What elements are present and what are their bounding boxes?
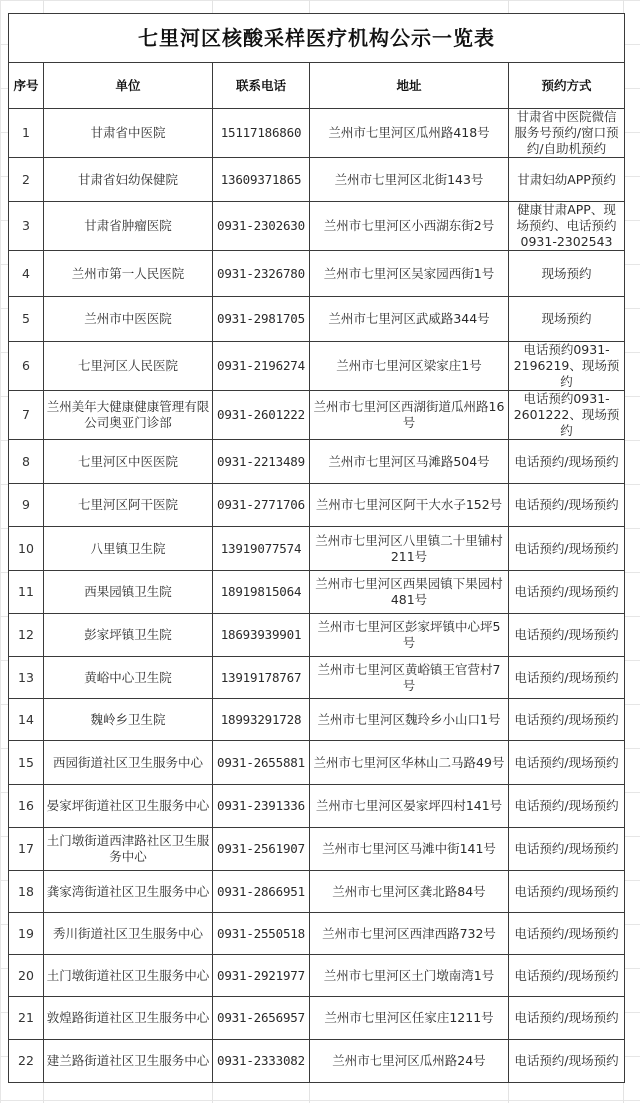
- row-phone-cell: 0931-2601222: [213, 391, 310, 440]
- row-phone-cell: 18693939901: [213, 614, 310, 657]
- row-seq-cell: 21: [9, 997, 44, 1040]
- table-row: [9, 109, 625, 158]
- row-seq-cell: 10: [9, 527, 44, 571]
- row-phone-cell: 0931-2866951: [213, 871, 310, 913]
- row-seq-cell: 3: [9, 202, 44, 251]
- row-booking-method-cell: 电话预约/现场预约: [509, 614, 625, 657]
- row-booking-method-cell: 电话预约/现场预约: [509, 913, 625, 955]
- row-seq-cell: 13: [9, 657, 44, 699]
- row-phone-cell: 0931-2655881: [213, 741, 310, 785]
- table-row: [9, 955, 625, 997]
- row-unit-cell: 西园街道社区卫生服务中心: [44, 741, 213, 785]
- row-booking-method-cell: 电话预约/现场预约: [509, 440, 625, 484]
- table-row: [9, 440, 625, 484]
- row-phone-cell: 0931-2561907: [213, 828, 310, 871]
- row-seq-cell: 1: [9, 109, 44, 158]
- row-unit-cell: 兰州市第一人民医院: [44, 251, 213, 297]
- row-seq-cell: 11: [9, 571, 44, 614]
- header-seq: 序号: [9, 63, 44, 109]
- table-row: [9, 391, 625, 440]
- row-address-cell: 兰州市七里河区吴家园西街1号: [310, 251, 509, 297]
- row-phone-cell: 0931-2391336: [213, 785, 310, 828]
- row-booking-method-cell: 现场预约: [509, 251, 625, 297]
- row-booking-method-cell: 电话预约0931-2196219、现场预约: [509, 342, 625, 391]
- row-booking-method-cell: 电话预约/现场预约: [509, 484, 625, 527]
- header-unit: 单位: [44, 63, 213, 109]
- table-row: [9, 871, 625, 913]
- table-row: [9, 741, 625, 785]
- row-booking-method-cell: 电话预约/现场预约: [509, 571, 625, 614]
- row-phone-cell: 0931-2302630: [213, 202, 310, 251]
- row-seq-cell: 6: [9, 342, 44, 391]
- row-unit-cell: 七里河区中医医院: [44, 440, 213, 484]
- row-seq-cell: 14: [9, 699, 44, 741]
- sampling-institutions-table: [8, 13, 625, 1083]
- row-booking-method-cell: 电话预约/现场预约: [509, 955, 625, 997]
- table-row: [9, 785, 625, 828]
- row-booking-method-cell: 电话预约/现场预约: [509, 785, 625, 828]
- row-seq-cell: 16: [9, 785, 44, 828]
- row-unit-cell: 彭家坪镇卫生院: [44, 614, 213, 657]
- row-address-cell: 兰州市七里河区西津西路732号: [310, 913, 509, 955]
- header-address: 地址: [310, 63, 509, 109]
- row-address-cell: 兰州市七里河区梁家庄1号: [310, 342, 509, 391]
- row-address-cell: 兰州市七里河区彭家坪镇中心坪5号: [310, 614, 509, 657]
- row-booking-method-cell: 电话预约/现场预约: [509, 1040, 625, 1083]
- row-seq-cell: 19: [9, 913, 44, 955]
- row-seq-cell: 15: [9, 741, 44, 785]
- row-unit-cell: 龚家湾街道社区卫生服务中心: [44, 871, 213, 913]
- table-row: [9, 614, 625, 657]
- row-address-cell: 兰州市七里河区魏玲乡小山口1号: [310, 699, 509, 741]
- row-seq-cell: 12: [9, 614, 44, 657]
- row-unit-cell: 晏家坪街道社区卫生服务中心: [44, 785, 213, 828]
- row-address-cell: 兰州市七里河区八里镇二十里铺村211号: [310, 527, 509, 571]
- row-unit-cell: 七里河区阿干医院: [44, 484, 213, 527]
- row-address-cell: 兰州市七里河区阿干大水子152号: [310, 484, 509, 527]
- row-unit-cell: 建兰路街道社区卫生服务中心: [44, 1040, 213, 1083]
- row-phone-cell: 13919178767: [213, 657, 310, 699]
- table-row: [9, 699, 625, 741]
- row-seq-cell: 2: [9, 158, 44, 202]
- row-booking-method-cell: 电话预约/现场预约: [509, 699, 625, 741]
- table-row: [9, 297, 625, 342]
- row-unit-cell: 甘肃省中医院: [44, 109, 213, 158]
- row-seq-cell: 4: [9, 251, 44, 297]
- row-address-cell: 兰州市七里河区瓜州路24号: [310, 1040, 509, 1083]
- row-phone-cell: 0931-2326780: [213, 251, 310, 297]
- row-unit-cell: 魏岭乡卫生院: [44, 699, 213, 741]
- row-unit-cell: 八里镇卫生院: [44, 527, 213, 571]
- row-booking-method-cell: 电话预约/现场预约: [509, 527, 625, 571]
- table-row: [9, 202, 625, 251]
- table-row: [9, 251, 625, 297]
- header-booking-method: 预约方式: [509, 63, 625, 109]
- row-address-cell: 兰州市七里河区北街143号: [310, 158, 509, 202]
- row-address-cell: 兰州市七里河区马滩路504号: [310, 440, 509, 484]
- table-row: [9, 158, 625, 202]
- row-unit-cell: 土门墩街道西津路社区卫生服务中心: [44, 828, 213, 871]
- row-booking-method-cell: 电话预约/现场预约: [509, 828, 625, 871]
- row-unit-cell: 秀川街道社区卫生服务中心: [44, 913, 213, 955]
- table-row: [9, 1040, 625, 1083]
- header-phone: 联系电话: [213, 63, 310, 109]
- row-unit-cell: 土门墩街道社区卫生服务中心: [44, 955, 213, 997]
- row-address-cell: 兰州市七里河区黄峪镇王官营村7号: [310, 657, 509, 699]
- row-booking-method-cell: 电话预约/现场预约: [509, 741, 625, 785]
- row-seq-cell: 9: [9, 484, 44, 527]
- row-unit-cell: 甘肃省妇幼保健院: [44, 158, 213, 202]
- row-phone-cell: 0931-2333082: [213, 1040, 310, 1083]
- table-row: [9, 997, 625, 1040]
- table-title: 七里河区核酸采样医疗机构公示一览表: [9, 14, 625, 63]
- row-seq-cell: 20: [9, 955, 44, 997]
- row-phone-cell: 0931-2213489: [213, 440, 310, 484]
- table-row: [9, 342, 625, 391]
- row-address-cell: 兰州市七里河区土门墩南湾1号: [310, 955, 509, 997]
- row-phone-cell: 0931-2771706: [213, 484, 310, 527]
- table-row: [9, 527, 625, 571]
- table-row: [9, 828, 625, 871]
- row-address-cell: 兰州市七里河区瓜州路418号: [310, 109, 509, 158]
- row-address-cell: 兰州市七里河区华林山二马路49号: [310, 741, 509, 785]
- row-booking-method-cell: 电话预约0931-2601222、现场预约: [509, 391, 625, 440]
- row-seq-cell: 7: [9, 391, 44, 440]
- row-phone-cell: 15117186860: [213, 109, 310, 158]
- row-seq-cell: 22: [9, 1040, 44, 1083]
- row-phone-cell: 0931-2656957: [213, 997, 310, 1040]
- row-address-cell: 兰州市七里河区武威路344号: [310, 297, 509, 342]
- row-unit-cell: 甘肃省肿瘤医院: [44, 202, 213, 251]
- row-phone-cell: 13609371865: [213, 158, 310, 202]
- row-phone-cell: 0931-2550518: [213, 913, 310, 955]
- row-address-cell: 兰州市七里河区晏家坪四村141号: [310, 785, 509, 828]
- row-booking-method-cell: 电话预约/现场预约: [509, 871, 625, 913]
- row-unit-cell: 兰州美年大健康健康管理有限公司奥亚门诊部: [44, 391, 213, 440]
- row-unit-cell: 七里河区人民医院: [44, 342, 213, 391]
- row-unit-cell: 兰州市中医医院: [44, 297, 213, 342]
- row-booking-method-cell: 甘肃省中医院微信服务号预约/窗口预约/自助机预约: [509, 109, 625, 158]
- table-row: [9, 657, 625, 699]
- row-seq-cell: 8: [9, 440, 44, 484]
- row-seq-cell: 18: [9, 871, 44, 913]
- row-seq-cell: 5: [9, 297, 44, 342]
- row-unit-cell: 西果园镇卫生院: [44, 571, 213, 614]
- row-booking-method-cell: 电话预约/现场预约: [509, 657, 625, 699]
- row-address-cell: 兰州市七里河区马滩中街141号: [310, 828, 509, 871]
- row-unit-cell: 黄峪中心卫生院: [44, 657, 213, 699]
- row-phone-cell: 13919077574: [213, 527, 310, 571]
- row-booking-method-cell: 甘肃妇幼APP预约: [509, 158, 625, 202]
- row-address-cell: 兰州市七里河区龚北路84号: [310, 871, 509, 913]
- table-row: [9, 571, 625, 614]
- row-phone-cell: 0931-2921977: [213, 955, 310, 997]
- row-booking-method-cell: 健康甘肃APP、现场预约、电话预约0931-2302543: [509, 202, 625, 251]
- row-address-cell: 兰州市七里河区西果园镇下果园村481号: [310, 571, 509, 614]
- row-phone-cell: 18919815064: [213, 571, 310, 614]
- table-row: [9, 484, 625, 527]
- row-address-cell: 兰州市七里河区小西湖东街2号: [310, 202, 509, 251]
- row-phone-cell: 0931-2196274: [213, 342, 310, 391]
- row-unit-cell: 敦煌路街道社区卫生服务中心: [44, 997, 213, 1040]
- row-seq-cell: 17: [9, 828, 44, 871]
- row-address-cell: 兰州市七里河区西湖街道瓜州路16号: [310, 391, 509, 440]
- table-row: [9, 913, 625, 955]
- row-phone-cell: 18993291728: [213, 699, 310, 741]
- row-booking-method-cell: 电话预约/现场预约: [509, 997, 625, 1040]
- row-address-cell: 兰州市七里河区任家庄1211号: [310, 997, 509, 1040]
- row-booking-method-cell: 现场预约: [509, 297, 625, 342]
- row-phone-cell: 0931-2981705: [213, 297, 310, 342]
